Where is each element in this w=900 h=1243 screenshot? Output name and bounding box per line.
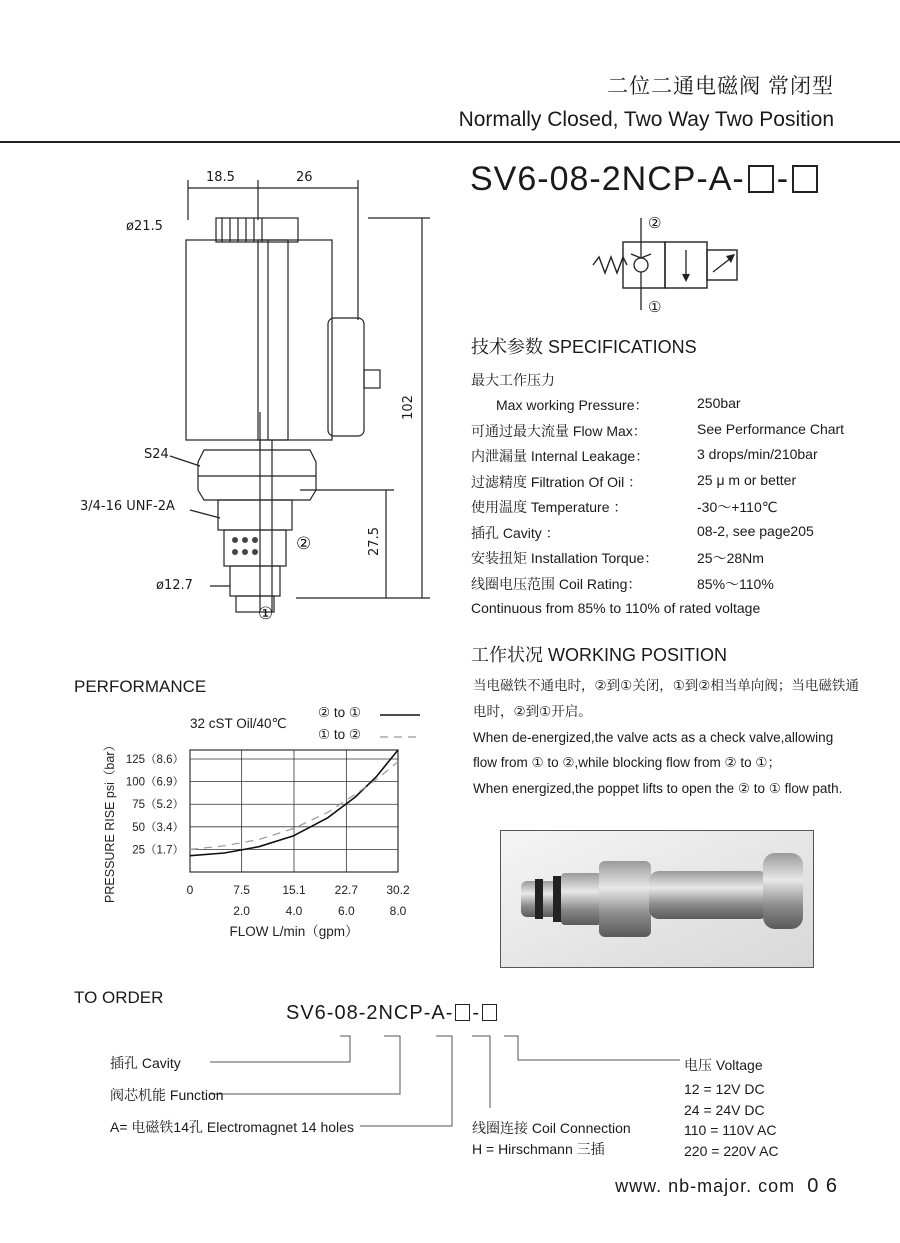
hydraulic-symbol — [585, 210, 755, 320]
title-cn: 二位二通电磁阀 常闭型 — [607, 75, 834, 98]
footer-site: www. nb-major. com — [615, 1176, 796, 1196]
spec-label: 过滤精度 Filtration Of Oil ： — [471, 473, 643, 490]
drawing-port-1: ① — [258, 604, 274, 623]
order-box-1 — [455, 1004, 470, 1021]
order-code — [286, 1002, 499, 1025]
order-coil-h: H = Hirschmann 三插 — [472, 1141, 605, 1157]
y-tick-label: 25（1.7） — [132, 844, 184, 857]
spec-value: -30～+110℃ — [697, 499, 778, 515]
drawing-port-2: ② — [296, 534, 312, 553]
product-photo — [500, 830, 814, 968]
x-tick-label: 22.7 — [334, 883, 359, 897]
working-line: flow from ① to ②,while blocking flow from ② to ①； — [473, 755, 781, 771]
working-line: When energized,the poppet lifts to open the ② to ① flow path. — [473, 781, 843, 797]
spec-label: Max working Pressure： — [496, 397, 649, 413]
model-box-1 — [748, 165, 774, 193]
model-box-2 — [792, 165, 818, 193]
voltage-option: 24 = 24V DC — [684, 1101, 765, 1118]
model-sep: - — [776, 160, 790, 198]
voltage-option: 220 = 220V AC — [684, 1142, 779, 1159]
spec-label: 线圈电压范围 Coil Rating： — [471, 575, 642, 592]
order-function: 阀芯机能 Function — [110, 1087, 224, 1103]
y-tick-label: 100（6.9） — [125, 776, 184, 789]
dim-26: 26 — [296, 170, 313, 185]
valve-photo-icon — [501, 831, 813, 967]
chart-oil-note: 32 cST Oil/40℃ — [190, 716, 287, 731]
y-tick-label: 125（8.6） — [125, 754, 184, 767]
voltage-option: 12 = 12V DC — [684, 1081, 765, 1097]
performance-title: PERFORMANCE — [74, 677, 207, 696]
x-tick-label-gpm: 2.0 — [233, 904, 250, 918]
spec-label: 插孔 Cavity ： — [471, 524, 560, 541]
chart-legend — [378, 706, 426, 742]
x-tick-label-gpm: 4.0 — [285, 904, 303, 918]
specs-note: Continuous from 85% to 110% of rated voltage — [471, 600, 761, 616]
spec-value: 250bar — [697, 395, 741, 411]
x-tick-label: 30.2 — [386, 883, 410, 897]
title-en: Normally Closed, Two Way Two Position — [458, 108, 834, 131]
header-divider — [0, 141, 900, 143]
x-tick-label: 7.5 — [233, 883, 250, 897]
performance-chart — [96, 738, 426, 942]
order-code-prefix: SV6-08-2NCP-A- — [286, 1002, 454, 1024]
dim-dia-21-5: ø21.5 — [126, 219, 163, 234]
dim-s24: S24 — [144, 447, 169, 462]
specs-title: 技术参数 SPECIFICATIONS — [471, 337, 697, 357]
legend-label-b: ① to ② — [318, 727, 361, 742]
order-title: TO ORDER — [74, 988, 164, 1007]
spec-value: 85%～110% — [697, 575, 774, 592]
footer — [615, 1175, 838, 1198]
model-prefix: SV6-08-2NCP-A- — [470, 160, 745, 198]
working-line: 电时，②到①开启。 — [473, 703, 592, 719]
model-number — [470, 160, 821, 199]
dim-27-5: 27.5 — [366, 527, 382, 556]
spec-value: 25～28Nm — [697, 550, 764, 566]
order-cavity: 插孔 Cavity — [110, 1055, 181, 1071]
order-coil-title: 线圈连接 Coil Connection — [472, 1120, 631, 1136]
dim-dia-12-7: ø12.7 — [156, 578, 193, 593]
dim-thread: 3/4-16 UNF-2A — [80, 499, 175, 514]
order-electromagnet: A= 电磁铁14孔 Electromagnet 14 holes — [110, 1119, 354, 1135]
order-voltage-title: 电压 Voltage — [684, 1057, 763, 1073]
check-ball-icon — [634, 258, 648, 272]
footer-page: 0 6 — [807, 1175, 838, 1197]
dim-102: 102 — [400, 395, 416, 420]
working-title: 工作状况 WORKING POSITION — [471, 645, 728, 665]
order-box-2 — [482, 1004, 497, 1021]
working-line: When de-energized,the valve acts as a check valve,allowing — [473, 729, 834, 745]
y-axis-label: PRESSURE RISE psi（bar） — [103, 739, 117, 903]
valve-drawing — [60, 160, 440, 640]
voltage-option: 110 = 110V AC — [684, 1122, 777, 1138]
working-line: 当电磁铁不通电时，②到①关闭，①到②相当单向阀；当电磁铁通 — [473, 678, 859, 693]
spring-icon — [593, 257, 627, 273]
legend-label-a: ② to ① — [318, 705, 361, 720]
x-tick-label: 0 — [186, 883, 194, 897]
x-tick-label: 15.1 — [282, 883, 306, 897]
y-tick-label: 75（5.2） — [132, 799, 184, 812]
order-code-sep: - — [472, 1002, 481, 1024]
x-axis-label: FLOW L/min（gpm） — [229, 924, 359, 939]
specs-pressure-head: 最大工作压力 — [471, 372, 555, 388]
spec-value: 3 drops/min/210bar — [697, 446, 818, 462]
dim-18-5: 18.5 — [206, 170, 235, 185]
spec-label: 可通过最大流量 Flow Max： — [471, 422, 647, 439]
spec-value: 08-2, see page205 — [697, 522, 814, 539]
symbol-port-1: ① — [648, 299, 662, 316]
x-tick-label-gpm: 6.0 — [338, 904, 355, 918]
spec-label: 内泄漏量 Internal Leakage： — [471, 448, 650, 464]
spec-label: 使用温度 Temperature ： — [471, 499, 628, 515]
spec-label: 安装扭矩 Installation Torque： — [471, 550, 659, 566]
spec-value: See Performance Chart — [697, 420, 845, 437]
y-tick-label: 50（3.4） — [132, 821, 184, 834]
spec-value: 25 μ m or better — [697, 471, 797, 488]
x-tick-label-gpm: 8.0 — [389, 904, 407, 918]
symbol-port-2: ② — [648, 215, 662, 232]
